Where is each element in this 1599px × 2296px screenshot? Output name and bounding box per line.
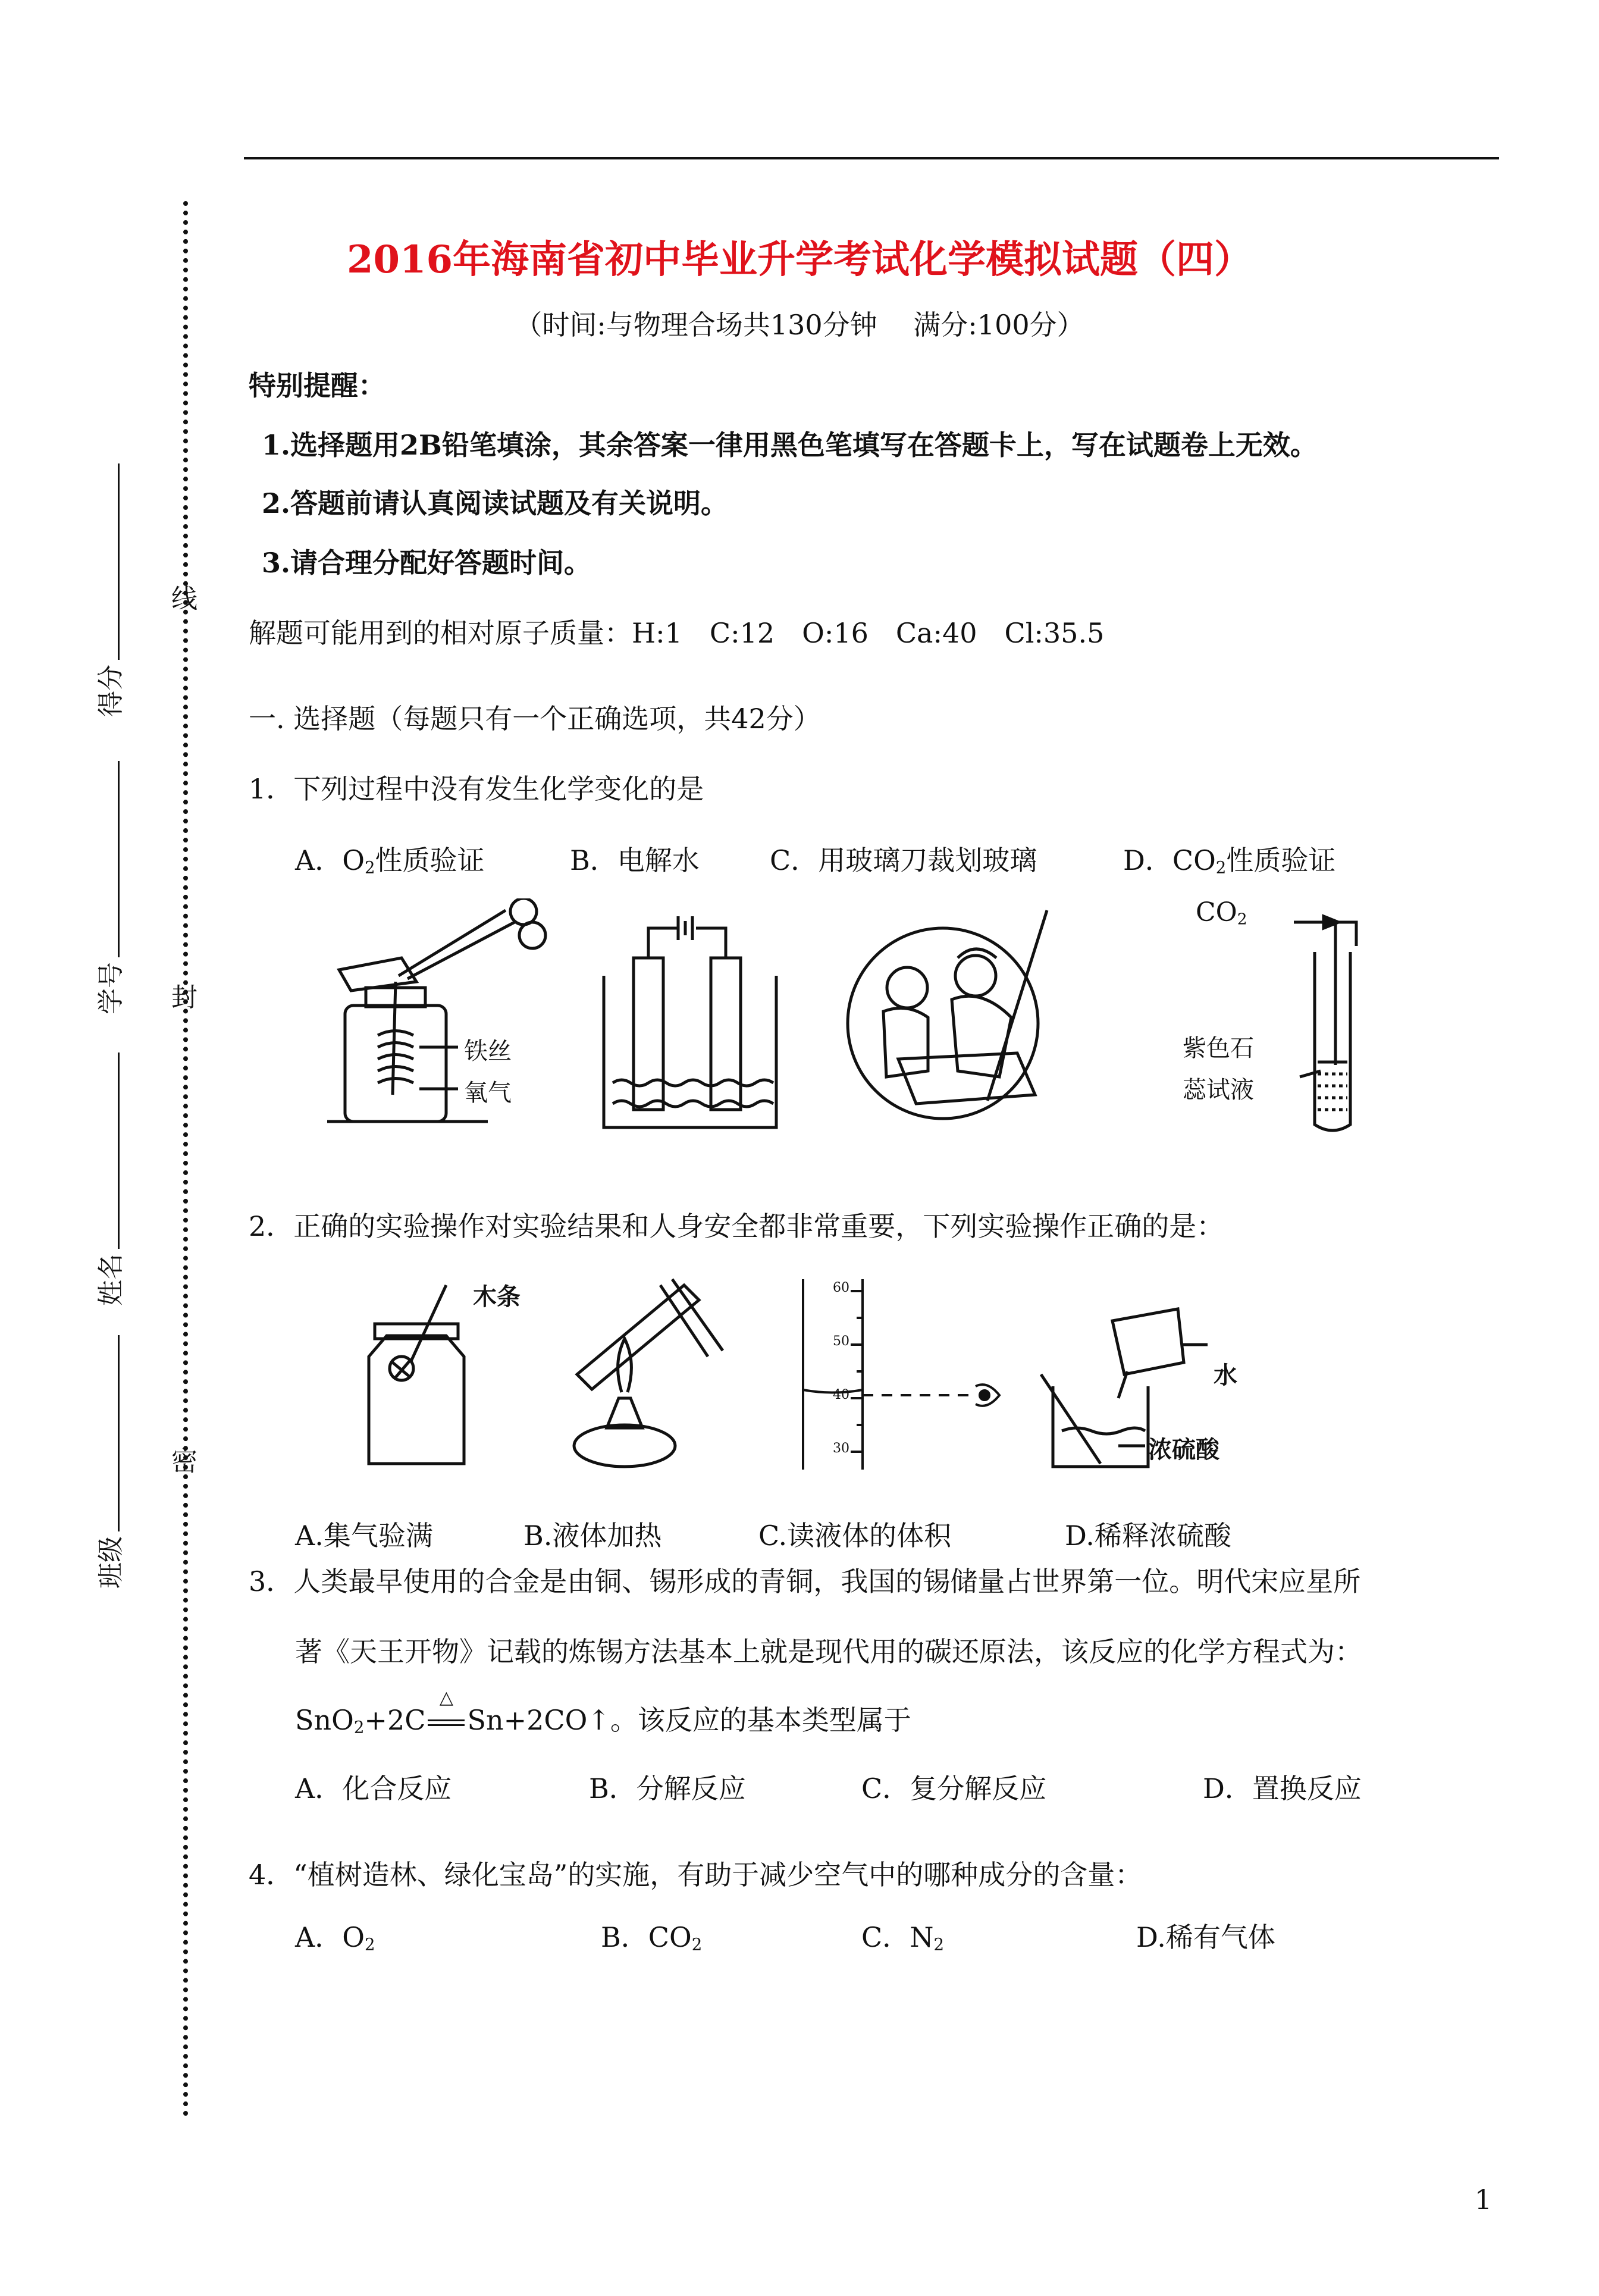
- section-1-heading: 一. 选择题（每题只有一个正确选项，共42分）: [249, 703, 821, 735]
- reminder-item-2: 2.答题前请认真阅读试题及有关说明。: [262, 487, 729, 519]
- id-blank[interactable]: [94, 761, 120, 957]
- q1-figure-c-glass-cutting: [839, 898, 1065, 1136]
- class-blank[interactable]: [94, 1335, 120, 1531]
- label-litmus-2: 蕊试液: [1183, 1076, 1254, 1104]
- reminder-item-1: 1.选择题用2B铅笔填涂，其余答案一律用黑色笔填写在答题卡上，写在试题卷上无效。: [262, 429, 1318, 461]
- side-char-mi: 密: [171, 1446, 197, 1477]
- q4-option-b[interactable]: B．$CO_2$: [601, 1921, 703, 1954]
- q1-stem: 1．下列过程中没有发生化学变化的是: [249, 773, 704, 805]
- q3-option-d[interactable]: D．置换反应: [1203, 1772, 1362, 1805]
- equation: SnO$_2$+2C △ Sn+2CO↑: [295, 1687, 610, 1737]
- q3-option-b[interactable]: B．分解反应: [589, 1772, 746, 1805]
- side-char-xian: 线: [171, 584, 197, 614]
- q4-option-c[interactable]: C．$N_2$: [861, 1921, 945, 1954]
- page-number: 1: [1474, 2184, 1492, 2216]
- score-blank[interactable]: [94, 463, 120, 660]
- q4-option-a[interactable]: A．$O_2$: [295, 1921, 375, 1954]
- q2-figure-c-cylinder: [791, 1273, 1041, 1476]
- label-acid: 浓硫酸: [1148, 1436, 1219, 1464]
- scale-50: 50: [833, 1334, 849, 1349]
- label-iron-wire: 铁丝: [464, 1038, 512, 1065]
- side-field-score: [89, 463, 127, 717]
- q3-equation-line: SnO$_2$+2C △ Sn+2CO↑。该反应的基本类型属于: [295, 1687, 911, 1737]
- side-char-feng: 封: [171, 982, 197, 1013]
- scale-60: 60: [833, 1280, 849, 1295]
- reminder-heading: 特别提醒：: [249, 369, 385, 402]
- q3-line-1: 3．人类最早使用的合金是由铜、锡形成的青铜，我国的锡储量占世界第一位。明代宋应星所: [249, 1565, 1361, 1598]
- scale-30: 30: [833, 1441, 849, 1456]
- q2-option-b[interactable]: B.液体加热: [523, 1520, 662, 1552]
- q3-option-c[interactable]: C．复分解反应: [861, 1772, 1047, 1805]
- q2-option-d[interactable]: D.稀释浓硫酸: [1065, 1520, 1231, 1552]
- q4-stem: 4．“植树造林、绿化宝岛”的实施，有助于减少空气中的哪种成分的含量：: [249, 1859, 1143, 1891]
- q1-option-c[interactable]: C．用玻璃刀裁划玻璃: [770, 844, 1037, 876]
- q1-option-d[interactable]: D．$CO_2$性质验证: [1123, 844, 1336, 878]
- q4-option-d[interactable]: D.稀有气体: [1136, 1921, 1275, 1953]
- q1-figure-a-iron-wire: [309, 898, 559, 1136]
- q1-figure-b-electrolysis: [595, 904, 785, 1136]
- atomic-masses: 解题可能用到的相对原子质量：H:1 C:12 O:16 Ca:40 Cl:35.5: [249, 617, 1105, 649]
- reminder-item-3: 3.请合理分配好答题时间。: [262, 547, 592, 579]
- q1-option-a[interactable]: A．$O_2$性质验证: [295, 844, 485, 878]
- side-field-id: [89, 761, 127, 1014]
- q2-stem: 2．正确的实验操作对实验结果和人身安全都非常重要，下列实验操作正确的是：: [249, 1210, 1224, 1242]
- q2-figure-b-heating-liquid: [565, 1273, 767, 1476]
- side-field-name: [89, 1053, 127, 1306]
- side-field-class-label: 班级: [96, 1536, 126, 1589]
- label-stick: 木条: [473, 1283, 521, 1311]
- label-co2: $CO_2$: [1196, 897, 1247, 929]
- label-water: 水: [1214, 1362, 1237, 1389]
- scale-40: 40: [833, 1387, 849, 1402]
- q2-option-c[interactable]: C.读液体的体积: [758, 1520, 952, 1552]
- label-litmus-1: 紫色石: [1183, 1035, 1254, 1062]
- q1-option-b[interactable]: B．电解水: [570, 844, 700, 876]
- binding-dotted-line: [183, 201, 188, 2117]
- side-field-id-label: 学号: [96, 962, 126, 1014]
- q3-option-a[interactable]: A．化合反应: [295, 1772, 452, 1805]
- side-field-name-label: 姓名: [96, 1254, 126, 1306]
- page-subtitle: （时间:与物理合场共130分钟 满分:100分）: [515, 309, 1084, 341]
- side-field-score-label: 得分: [96, 665, 126, 717]
- page-title: 2016年海南省初中毕业升学考试化学模拟试题（四）: [346, 237, 1253, 282]
- side-field-class: [89, 1335, 127, 1589]
- label-oxygen: 氧气: [464, 1079, 512, 1107]
- q3-line-2: 著《天王开物》记载的炼锡方法基本上就是现代用的碳还原法，该反应的化学方程式为：: [295, 1636, 1362, 1668]
- header-rule: [244, 157, 1499, 159]
- name-blank[interactable]: [94, 1053, 120, 1249]
- q2-option-a[interactable]: A.集气验满: [295, 1520, 433, 1552]
